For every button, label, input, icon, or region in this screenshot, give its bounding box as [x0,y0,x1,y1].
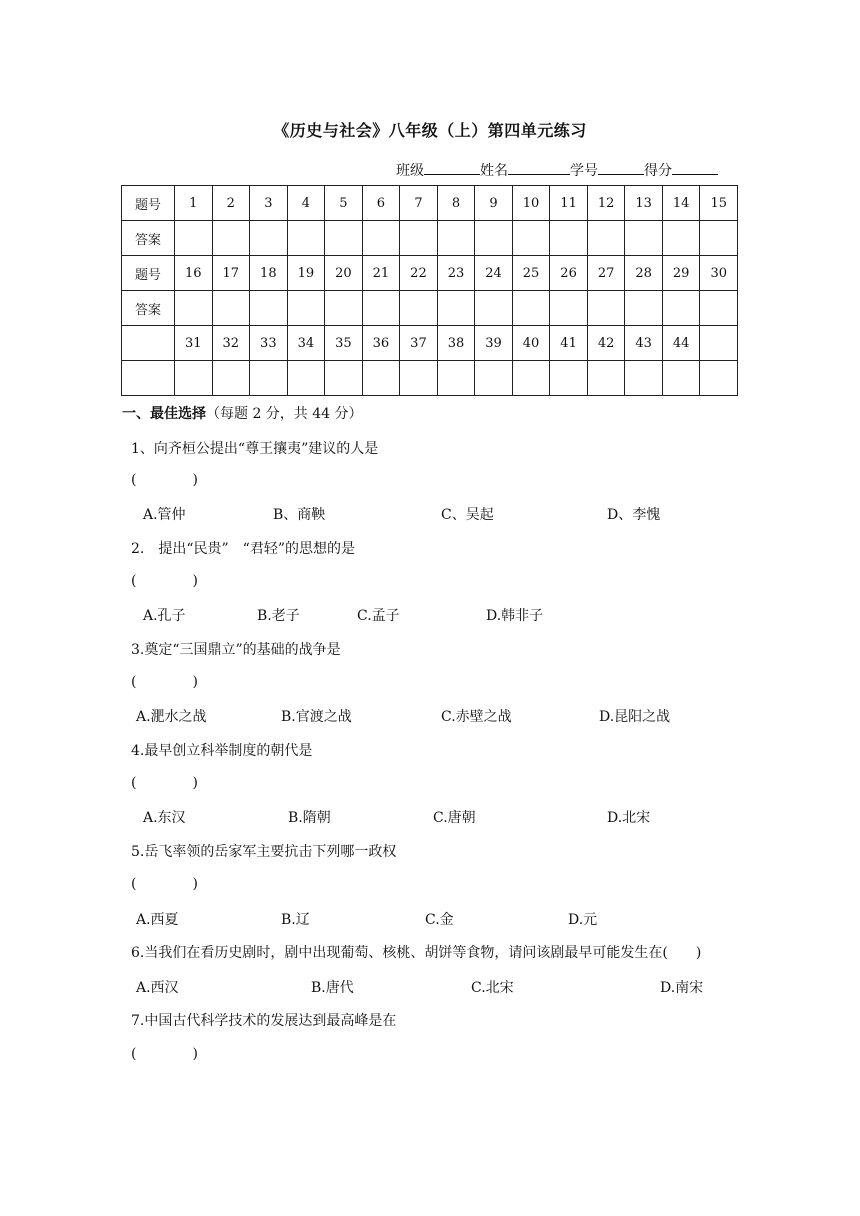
row-header-cell: 题号 [122,186,175,221]
answer-row [122,361,738,396]
question-number-cell: 2 [212,186,250,221]
question-number-cell: 31 [175,326,213,361]
question-number-row [122,186,738,221]
question-number-cell: 9 [475,186,513,221]
answer-cell[interactable] [475,291,513,326]
answer-blank[interactable]: ( ) [131,1046,198,1062]
answer-sheet-table [121,185,738,396]
answer-cell[interactable] [362,361,400,396]
answer-cell[interactable] [400,221,438,256]
question-number-cell: 11 [550,186,588,221]
question-number-cell: 15 [700,186,738,221]
answer-option: B.官渡之战 [281,709,352,725]
question-number-cell: 39 [475,326,513,361]
answer-option: A.管仲 [143,507,186,523]
student-id-label: 学号 [570,163,598,179]
question-number-cell: 28 [625,256,663,291]
answer-blank[interactable]: ( ) [131,472,198,488]
answer-option: C.唐朝 [433,810,476,826]
answer-cell[interactable] [662,291,700,326]
question-number-cell: 13 [625,186,663,221]
answer-option: B.唐代 [311,980,354,996]
student-info-line [396,160,718,180]
answer-row [122,291,738,326]
row-header-cell [122,326,175,361]
answer-cell[interactable] [475,221,513,256]
question-number-cell: 26 [550,256,588,291]
question-number-cell: 19 [287,256,325,291]
student-id-blank[interactable] [598,162,644,175]
question-stem: 7.中国古代科学技术的发展达到最高峰是在 [131,1013,397,1029]
answer-cell[interactable] [212,221,250,256]
answer-cell[interactable] [700,221,738,256]
answer-cell[interactable] [287,291,325,326]
answer-cell[interactable] [437,291,475,326]
answer-option: D.北宋 [607,810,651,826]
question-number-cell: 23 [437,256,475,291]
question-number-cell: 42 [587,326,625,361]
answer-option: A.淝水之战 [136,709,207,725]
answer-cell[interactable] [625,221,663,256]
answer-option: D.南宋 [660,980,704,996]
question-number-cell: 27 [587,256,625,291]
question-number-cell: 30 [700,256,738,291]
answer-cell[interactable] [437,361,475,396]
answer-option: D.昆阳之战 [599,709,671,725]
answer-option: C、吴起 [441,507,494,523]
question-number-cell: 37 [400,326,438,361]
question-number-cell: 29 [662,256,700,291]
question-number-cell: 7 [400,186,438,221]
answer-option: A.东汉 [143,810,186,826]
answer-option: C.北宋 [471,980,514,996]
answer-option: A.西夏 [136,912,179,928]
answer-cell[interactable] [625,291,663,326]
answer-cell[interactable] [512,221,550,256]
question-number-cell: 8 [437,186,475,221]
question-number-cell: 33 [250,326,288,361]
question-number-cell: 10 [512,186,550,221]
answer-cell[interactable] [325,291,363,326]
question-number-cell: 44 [662,326,700,361]
answer-option: B.辽 [281,912,310,928]
answer-row [122,221,738,256]
answer-cell[interactable] [250,291,288,326]
answer-option: A.孔子 [143,608,186,624]
answer-cell[interactable] [662,361,700,396]
row-header-cell: 题号 [122,256,175,291]
question-stem: 5.岳飞率领的岳家军主要抗击下列哪一政权 [131,844,397,860]
answer-cell[interactable] [250,361,288,396]
answer-cell[interactable] [587,221,625,256]
answer-cell[interactable] [400,361,438,396]
answer-cell[interactable] [550,361,588,396]
question-number-cell: 14 [662,186,700,221]
name-blank[interactable] [508,162,570,175]
answer-cell[interactable] [512,361,550,396]
answer-cell[interactable] [212,291,250,326]
question-number-cell: 36 [362,326,400,361]
section-title: 一、最佳选择 [122,406,206,422]
question-number-cell: 24 [475,256,513,291]
answer-cell[interactable] [587,291,625,326]
question-stem: 4.最早创立科举制度的朝代是 [131,743,313,759]
question-number-cell: 35 [325,326,363,361]
question-number-cell [700,326,738,361]
answer-cell[interactable] [212,361,250,396]
question-number-cell: 5 [325,186,363,221]
answer-option: C.赤壁之战 [441,709,512,725]
answer-option: B、商鞅 [273,507,326,523]
question-number-cell: 41 [550,326,588,361]
question-stem: 6.当我们在看历史剧时，剧中出现葡萄、核桃、胡饼等食物，请问该剧最早可能发生在( ) [131,945,702,961]
question-number-cell: 12 [587,186,625,221]
answer-cell[interactable] [175,361,213,396]
name-label: 姓名 [480,163,508,179]
question-number-cell: 25 [512,256,550,291]
answer-cell[interactable] [550,221,588,256]
class-blank[interactable] [424,162,480,175]
answer-cell[interactable] [362,221,400,256]
score-label: 得分 [644,163,672,179]
score-blank[interactable] [672,162,718,175]
answer-cell[interactable] [287,221,325,256]
answer-cell[interactable] [175,291,213,326]
question-number-cell: 34 [287,326,325,361]
question-number-cell: 16 [175,256,213,291]
section-note: （每题 2 分，共 44 分） [206,406,363,422]
answer-option: D.韩非子 [486,608,544,624]
question-stem: 3.奠定“三国鼎立”的基础的战争是 [131,642,341,658]
answer-cell[interactable] [475,361,513,396]
question-number-cell: 32 [212,326,250,361]
question-number-cell: 4 [287,186,325,221]
answer-cell[interactable] [437,221,475,256]
answer-option: B.隋朝 [288,810,331,826]
answer-cell[interactable] [250,221,288,256]
answer-cell[interactable] [587,361,625,396]
answer-option: D、李愧 [607,507,661,523]
answer-option: D.元 [568,912,598,928]
answer-cell[interactable] [550,291,588,326]
answer-cell[interactable] [625,361,663,396]
page-title: 《历史与社会》八年级（上）第四单元练习 [273,121,587,140]
question-number-cell: 40 [512,326,550,361]
answer-cell[interactable] [700,361,738,396]
answer-blank[interactable]: ( ) [131,876,198,892]
question-number-row [122,256,738,291]
question-stem: 2. 提出“民贵” “君轻”的思想的是 [131,541,355,557]
class-label: 班级 [396,163,424,179]
question-number-cell: 22 [400,256,438,291]
answer-cell[interactable] [287,361,325,396]
answer-blank[interactable]: ( ) [131,775,198,791]
question-number-cell: 20 [325,256,363,291]
answer-cell[interactable] [325,221,363,256]
answer-blank[interactable]: ( ) [131,674,198,690]
answer-option: C.孟子 [357,608,400,624]
answer-cell[interactable] [662,221,700,256]
answer-cell[interactable] [175,221,213,256]
question-number-cell: 21 [362,256,400,291]
answer-cell[interactable] [700,291,738,326]
answer-cell[interactable] [325,361,363,396]
question-number-cell: 38 [437,326,475,361]
row-header-cell [122,361,175,396]
answer-blank[interactable]: ( ) [131,573,198,589]
question-stem: 1、向齐桓公提出“尊王攘夷”建议的人是 [131,441,379,457]
row-header-cell: 答案 [122,291,175,326]
question-number-cell: 6 [362,186,400,221]
question-number-cell: 17 [212,256,250,291]
question-number-cell: 1 [175,186,213,221]
answer-cell[interactable] [512,291,550,326]
answer-option: C.金 [425,912,454,928]
answer-cell[interactable] [400,291,438,326]
question-number-cell: 3 [250,186,288,221]
section-heading [122,403,363,423]
answer-cell[interactable] [362,291,400,326]
question-number-cell: 18 [250,256,288,291]
row-header-cell: 答案 [122,221,175,256]
question-number-row [122,326,738,361]
question-number-cell: 43 [625,326,663,361]
answer-option: B.老子 [257,608,300,624]
answer-option: A.西汉 [136,980,179,996]
